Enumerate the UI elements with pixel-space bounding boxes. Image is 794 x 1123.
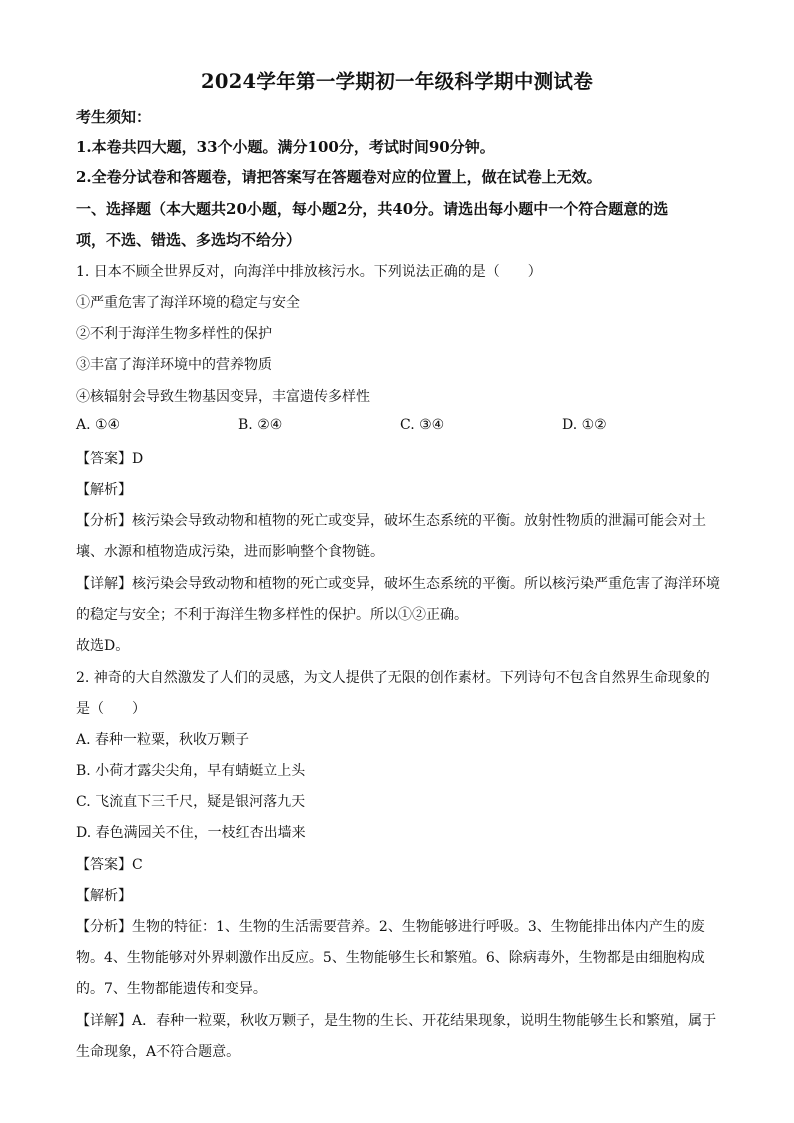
- analysis-label: 【解析】: [76, 888, 132, 904]
- analysis-fenxi: 【分析】核污染会导致动物和植物的死亡或变异，破坏生态系统的平衡。放射性物质的泄漏可能会对土: [76, 513, 706, 529]
- statement: ①严重危害了海洋环境的稳定与安全: [76, 295, 300, 311]
- option-c: C. ③④: [400, 417, 445, 433]
- notice-heading: 考生须知：: [76, 108, 152, 126]
- option-a: A. ①④: [76, 417, 121, 433]
- conclusion: 故选D。: [76, 638, 130, 654]
- analysis-xiangjie-cont: 的稳定与安全；不利于海洋生物多样性的保护。所以①②正确。: [76, 607, 468, 623]
- option-c: C. 飞流直下三千尺，疑是银河落九天: [76, 794, 306, 810]
- option-d: D. 春色满园关不住，一枝红杏出墙来: [76, 825, 306, 841]
- answer: 【答案】C: [76, 857, 143, 873]
- option-b: B. ②④: [238, 417, 283, 433]
- statement: ②不利于海洋生物多样性的保护: [76, 326, 272, 342]
- page-title: 2024学年第一学期初一年级科学期中测试卷: [200, 70, 594, 93]
- question-stem: 2. 神奇的大自然激发了人们的灵感，为文人提供了无限的创作素材。下列诗句不包含自然界生命现象的: [76, 670, 710, 686]
- option-b: B. 小荷才露尖尖角，早有蜻蜓立上头: [76, 763, 306, 779]
- analysis-fenxi-cont: 壤、水源和植物造成污染，进而影响整个食物链。: [76, 544, 384, 560]
- analysis-xiangjie: 【详解】A．春种一粒粟，秋收万颗子，是生物的生长、开花结果现象，说明生物能够生长和繁殖，属于: [76, 1013, 717, 1029]
- analysis-fenxi-cont: 的。7、生物都能遗传和变异。: [76, 981, 267, 997]
- option-d: D. ①②: [562, 417, 607, 433]
- analysis-fenxi-cont: 物。4、生物能够对外界刺激作出反应。5、生物能够生长和繁殖。6、除病毒外，生物都是由细胞构成: [76, 950, 705, 966]
- analysis-fenxi: 【分析】生物的特征：1、生物的生活需要营养。2、生物能够进行呼吸。3、生物能排出体内产生的废: [76, 919, 705, 935]
- section-heading: 一、选择题（本大题共20小题，每小题2分，共40分。请选出每小题中一个符合题意的选: [76, 200, 669, 218]
- question-stem: 1. 日本不顾全世界反对，向海洋中排放核污水。下列说法正确的是（ ）: [76, 264, 542, 280]
- section-heading-cont: 项，不选、错选、多选均不给分）: [76, 231, 302, 249]
- notice-item: 2.全卷分试卷和答题卷，请把答案写在答题卷对应的位置上，做在试卷上无效。: [76, 168, 602, 186]
- statement: ③丰富了海洋环境中的营养物质: [76, 357, 272, 373]
- analysis-xiangjie: 【详解】核污染会导致动物和植物的死亡或变异，破坏生态系统的平衡。所以核污染严重危害了海洋环境: [76, 576, 720, 592]
- statement: ④核辐射会导致生物基因变异，丰富遗传多样性: [76, 389, 370, 405]
- option-a: A. 春种一粒粟，秋收万颗子: [76, 732, 250, 748]
- question-stem-cont: 是（ ）: [76, 701, 146, 717]
- notice-item: 1.本卷共四大题，33个小题。满分100分，考试时间90分钟。: [76, 138, 495, 156]
- answer: 【答案】D: [76, 451, 144, 467]
- analysis-label: 【解析】: [76, 482, 132, 498]
- analysis-xiangjie-cont: 生命现象，A不符合题意。: [76, 1044, 241, 1060]
